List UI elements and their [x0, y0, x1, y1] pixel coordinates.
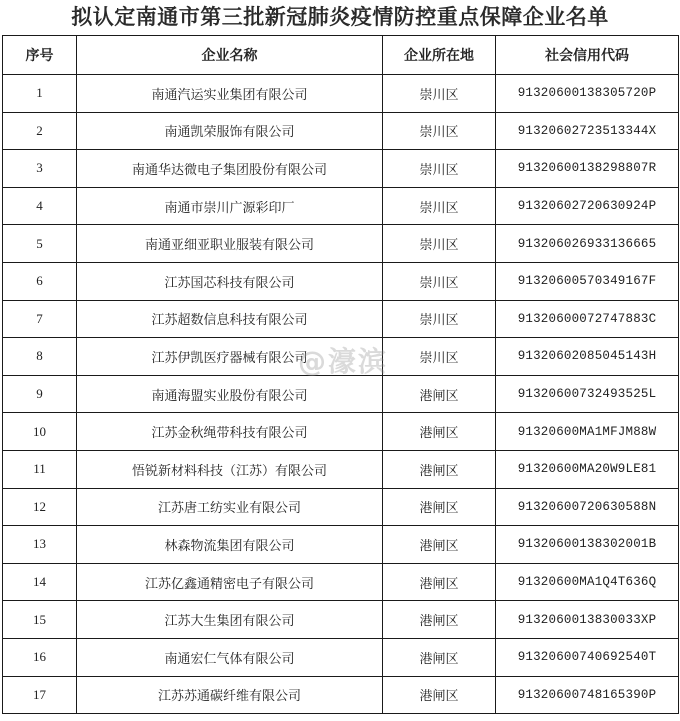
- cell-index: 15: [3, 601, 77, 639]
- cell-district: 崇川区: [383, 225, 496, 263]
- cell-credit-code: 91320600720630588N: [496, 488, 679, 526]
- cell-credit-code: 91320600138298807R: [496, 150, 679, 188]
- header-index: 序号: [3, 36, 77, 75]
- cell-district: 港闸区: [383, 375, 496, 413]
- cell-index: 12: [3, 488, 77, 526]
- table-row: [3, 526, 679, 564]
- table-row: [3, 563, 679, 601]
- header-name: 企业名称: [77, 36, 383, 75]
- cell-index: 17: [3, 676, 77, 714]
- table-row: [3, 488, 679, 526]
- cell-name: 南通海盟实业股份有限公司: [77, 375, 383, 413]
- cell-index: 4: [3, 187, 77, 225]
- cell-name: 南通凯荣服饰有限公司: [77, 112, 383, 150]
- table-row: [3, 225, 679, 263]
- cell-credit-code: 913206026933136665: [496, 225, 679, 263]
- cell-credit-code: 91320600072747883C: [496, 300, 679, 338]
- cell-index: 2: [3, 112, 77, 150]
- cell-name: 南通宏仁气体有限公司: [77, 638, 383, 676]
- cell-district: 崇川区: [383, 338, 496, 376]
- cell-credit-code: 91320600570349167F: [496, 262, 679, 300]
- cell-district: 港闸区: [383, 638, 496, 676]
- cell-credit-code: 91320600748165390P: [496, 676, 679, 714]
- cell-index: 1: [3, 75, 77, 113]
- cell-name: 南通亚细亚职业服装有限公司: [77, 225, 383, 263]
- cell-name: 悟锐新材料科技（江苏）有限公司: [77, 450, 383, 488]
- cell-name: 南通汽运实业集团有限公司: [77, 75, 383, 113]
- table-row: [3, 262, 679, 300]
- cell-name: 江苏亿鑫通精密电子有限公司: [77, 563, 383, 601]
- cell-district: 港闸区: [383, 526, 496, 564]
- cell-credit-code: 9132060013830033XP: [496, 601, 679, 639]
- cell-index: 8: [3, 338, 77, 376]
- cell-district: 崇川区: [383, 262, 496, 300]
- cell-district: 崇川区: [383, 112, 496, 150]
- cell-name: 江苏伊凯医疗器械有限公司: [77, 338, 383, 376]
- cell-credit-code: 91320600732493525L: [496, 375, 679, 413]
- table-row: [3, 112, 679, 150]
- cell-index: 14: [3, 563, 77, 601]
- header-credit-code: 社会信用代码: [496, 36, 679, 75]
- cell-index: 11: [3, 450, 77, 488]
- table-row: [3, 676, 679, 714]
- cell-credit-code: 91320600MA1MFJM88W: [496, 413, 679, 451]
- header-district: 企业所在地: [383, 36, 496, 75]
- cell-district: 港闸区: [383, 450, 496, 488]
- table-row: [3, 638, 679, 676]
- cell-credit-code: 91320600138305720P: [496, 75, 679, 113]
- cell-index: 7: [3, 300, 77, 338]
- cell-district: 崇川区: [383, 300, 496, 338]
- table-row: [3, 413, 679, 451]
- table-row: [3, 300, 679, 338]
- table-row: [3, 450, 679, 488]
- cell-name: 江苏大生集团有限公司: [77, 601, 383, 639]
- cell-index: 16: [3, 638, 77, 676]
- cell-credit-code: 91320600MA1Q4T636Q: [496, 563, 679, 601]
- cell-district: 港闸区: [383, 601, 496, 639]
- table-row: [3, 75, 679, 113]
- cell-index: 6: [3, 262, 77, 300]
- cell-name: 江苏唐工纺实业有限公司: [77, 488, 383, 526]
- cell-credit-code: 91320602723513344X: [496, 112, 679, 150]
- cell-name: 江苏苏通碳纤维有限公司: [77, 676, 383, 714]
- cell-district: 港闸区: [383, 563, 496, 601]
- cell-credit-code: 91320600138302001B: [496, 526, 679, 564]
- cell-index: 13: [3, 526, 77, 564]
- cell-credit-code: 91320602720630924P: [496, 187, 679, 225]
- cell-name: 江苏国芯科技有限公司: [77, 262, 383, 300]
- table-row: [3, 187, 679, 225]
- cell-name: 林森物流集团有限公司: [77, 526, 383, 564]
- cell-index: 10: [3, 413, 77, 451]
- cell-district: 港闸区: [383, 413, 496, 451]
- enterprise-table: [2, 35, 679, 714]
- cell-index: 3: [3, 150, 77, 188]
- watermark: @濠滨: [298, 345, 389, 378]
- table-row: [3, 601, 679, 639]
- cell-index: 9: [3, 375, 77, 413]
- table-row: [3, 150, 679, 188]
- cell-name: 江苏金秋绳带科技有限公司: [77, 413, 383, 451]
- cell-name: 南通市崇川广源彩印厂: [77, 187, 383, 225]
- cell-district: 港闸区: [383, 676, 496, 714]
- document-title: 拟认定南通市第三批新冠肺炎疫情防控重点保障企业名单: [71, 5, 609, 29]
- table-row: [3, 375, 679, 413]
- cell-name: 南通华达微电子集团股份有限公司: [77, 150, 383, 188]
- cell-credit-code: 91320602085045143H: [496, 338, 679, 376]
- cell-credit-code: 91320600740692540T: [496, 638, 679, 676]
- table-row: [3, 338, 679, 376]
- cell-index: 5: [3, 225, 77, 263]
- cell-district: 港闸区: [383, 488, 496, 526]
- cell-credit-code: 91320600MA20W9LE81: [496, 450, 679, 488]
- cell-district: 崇川区: [383, 75, 496, 113]
- table-header-row: [3, 36, 679, 75]
- cell-district: 崇川区: [383, 150, 496, 188]
- cell-name: 江苏超数信息科技有限公司: [77, 300, 383, 338]
- cell-district: 崇川区: [383, 187, 496, 225]
